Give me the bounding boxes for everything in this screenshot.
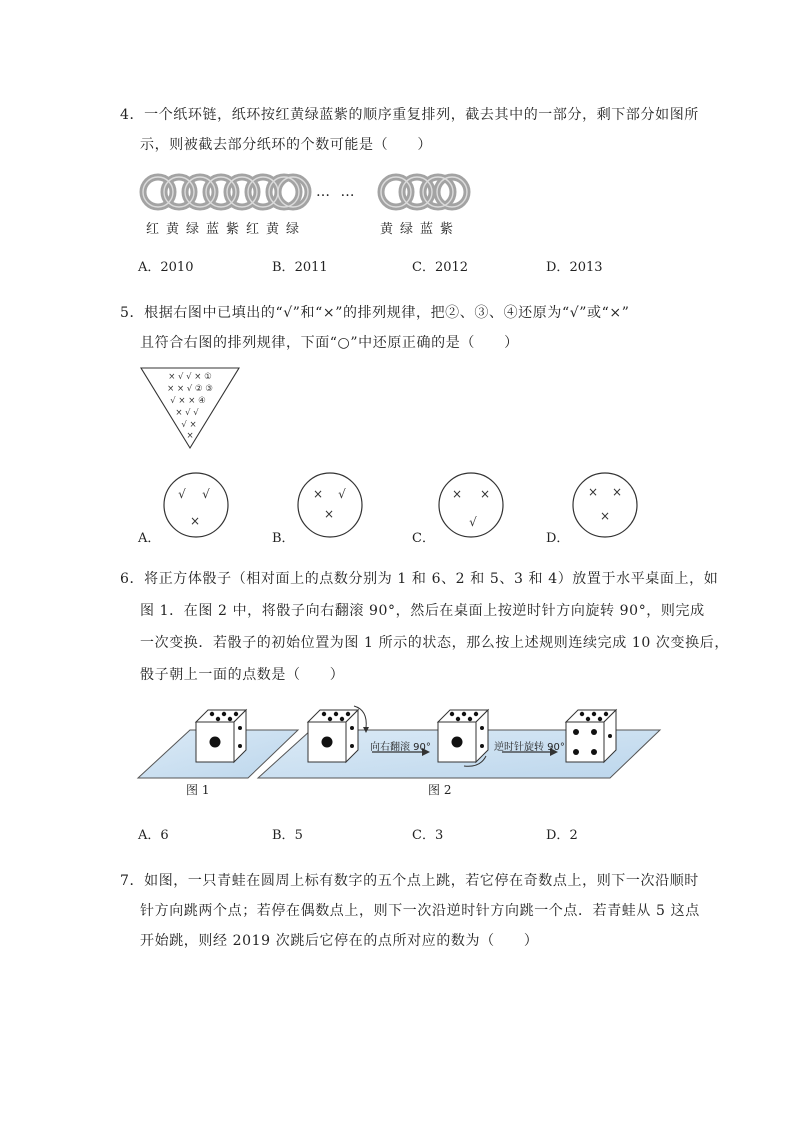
triangle-row-2: × × √ ② ③ xyxy=(167,384,213,394)
triangle-row-1: × √ √ × ① xyxy=(168,372,212,382)
q5-circle-d[interactable] xyxy=(571,470,643,542)
svg-text:×: × xyxy=(599,509,611,523)
q5-option-b-label[interactable]: B． xyxy=(272,531,295,546)
arrow-label-roll: 向右翻滚 90° xyxy=(370,742,431,753)
triangle-row-3: √ × × ④ xyxy=(170,396,206,406)
q4-option-d[interactable]: D．2013 xyxy=(546,260,603,275)
svg-text:√: √ xyxy=(469,515,477,529)
inverted-triangle-figure xyxy=(140,366,240,450)
ring-chain-ellipsis: … … xyxy=(316,184,358,200)
svg-text:√: √ xyxy=(178,487,186,501)
die-figure-3 xyxy=(438,710,488,762)
ring-colors-right-label: 黄绿蓝紫 xyxy=(380,222,461,237)
svg-text:×: × xyxy=(479,487,491,501)
q4-option-b[interactable]: B．2011 xyxy=(272,260,328,275)
q6-option-c[interactable]: C．3 xyxy=(412,828,444,843)
q4-option-c[interactable]: C．2012 xyxy=(412,260,469,275)
q7-stem-line1: 7．如图，一只青蛙在圆周上标有数字的五个点上跳，若它停在奇数点上，则下一次沿顺时 xyxy=(120,873,699,889)
ring-chain-right xyxy=(381,177,467,207)
die-figure-2 xyxy=(308,710,358,762)
q6-option-d[interactable]: D．2 xyxy=(546,828,578,843)
triangle-row-4: × √ √ xyxy=(175,408,199,418)
q4-option-a[interactable]: A．2010 xyxy=(138,260,194,275)
q7-stem-line3: 开始跳，则经 2019 次跳后它停在的点所对应的数为（ ） xyxy=(140,933,539,949)
triangle-row-5: √ × xyxy=(181,420,197,430)
q5-stem-line2: 且符合右图的排列规律，下面“○”中还原正确的是（ ） xyxy=(140,335,519,351)
svg-text:×: × xyxy=(323,507,335,521)
svg-text:√: √ xyxy=(338,487,346,501)
paper-ring-chain-figure xyxy=(136,170,476,218)
q5-option-a-label[interactable]: A． xyxy=(138,531,161,546)
q7-stem-line2: 针方向跳两个点；若停在偶数点上，则下一次沿逆时针方向跳一个点．若青蛙从 5 这点 xyxy=(140,903,700,919)
q6-option-b[interactable]: B．5 xyxy=(272,828,303,843)
q6-stem-line4: 骰子朝上一面的点数是（ ） xyxy=(140,667,345,683)
figure-1-caption: 图 1 xyxy=(186,783,210,797)
q6-stem-line1: 6．将正方体骰子（相对面上的点数分别为 1 和 6、2 和 5、3 和 4）放置于水平桌面上，如 xyxy=(120,571,719,587)
ring-colors-left-label: 红黄绿蓝紫红黄绿 xyxy=(146,222,307,237)
svg-text:×: × xyxy=(312,487,324,501)
q5-stem-line1: 5．根据右图中已填出的“√”和“×”的排列规律，把②、③、④还原为“√”或“×” xyxy=(120,305,630,321)
svg-text:×: × xyxy=(451,487,463,501)
arrow-label-rotate: 逆时针旋转 90° xyxy=(494,742,565,753)
q5-circle-b[interactable] xyxy=(296,470,368,542)
q5-option-c-label[interactable]: C． xyxy=(412,531,435,546)
q5-option-d-label[interactable]: D． xyxy=(546,531,570,546)
q4-stem-line1: 4．一个纸环链，纸环按红黄绿蓝紫的顺序重复排列，截去其中的一部分，剩下部分如图所 xyxy=(120,107,699,123)
svg-text:×: × xyxy=(189,514,201,528)
q5-circle-a[interactable] xyxy=(162,470,234,542)
q6-stem-line3: 一次变换．若骰子的初始位置为图 1 所示的状态，那么按上述规则连续完成 10 次变换后， xyxy=(140,635,729,651)
figure-2-caption: 图 2 xyxy=(428,783,452,797)
q6-option-a[interactable]: A．6 xyxy=(138,828,169,843)
q6-stem-line2: 图 1．在图 2 中，将骰子向右翻滚 90°，然后在桌面上按逆时针方向旋转 90°，则完成 xyxy=(140,603,705,619)
q4-stem-line2: 示，则被截去部分纸环的个数可能是（ ） xyxy=(140,137,432,153)
q5-circle-c[interactable] xyxy=(437,470,509,542)
svg-text:√: √ xyxy=(202,487,210,501)
die-figure-1 xyxy=(196,710,246,762)
svg-text:×: × xyxy=(587,485,599,499)
svg-text:×: × xyxy=(611,485,623,499)
triangle-row-6: × xyxy=(186,431,194,441)
